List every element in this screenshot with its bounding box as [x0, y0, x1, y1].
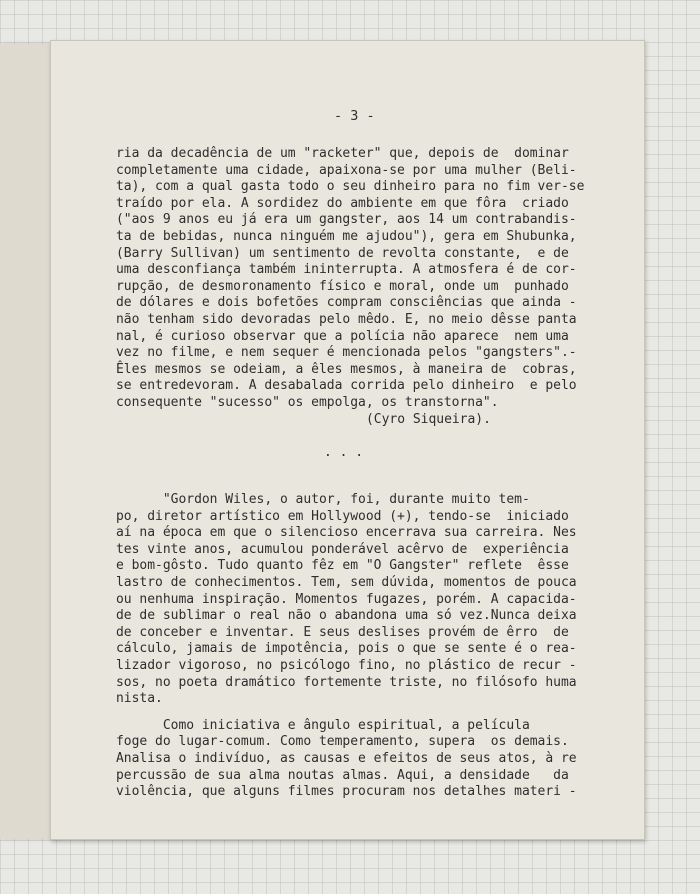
text-line: de dólares e dois bofetões compram consciências que ainda - [116, 295, 577, 311]
text-line: completamente uma cidade, apaixona-se por uma mulher (Beli- [116, 162, 577, 178]
text-line: ta de bebidas, nunca ninguém me ajudou"), gera em Shubunka, [116, 228, 577, 244]
text-line: consequente "sucesso" os empolga, os transtorna". [116, 394, 499, 410]
signature: (Cyro Siqueira). [366, 411, 491, 427]
text-line: uma desconfiança também ininterrupta. A atmosfera é de cor- [116, 262, 577, 278]
text-line: po, diretor artístico em Hollywood (+), tendo-se iniciado [116, 508, 569, 524]
text-line: percussão de sua alma noutas almas. Aqui, a densidade da [116, 767, 569, 783]
text-line: violência, que alguns filmes procuram nos detalhes materi - [116, 784, 577, 800]
text-line: "Gordon Wiles, o autor, foi, durante muito tem- [116, 492, 530, 508]
text-line: Como iniciativa e ângulo espiritual, a película [116, 717, 530, 733]
text-line: de conceber e inventar. E seus deslises provém de êrro de [116, 624, 569, 640]
text-line: Êles mesmos se odeiam, a êles mesmos, à maneira de cobras, [116, 361, 577, 377]
page-number: - 3 - [334, 108, 375, 124]
text-line: lastro de conhecimentos. Tem, sem dúvida, momentos de pouca [116, 575, 577, 591]
text-line: vez no filme, e nem sequer é mencionada pelos "gangsters".- [116, 345, 577, 361]
document-body [116, 146, 596, 801]
text-line: ("aos 9 anos eu já era um gangster, aos 14 um contrabandis- [116, 212, 577, 228]
text-line: ta), com a qual gasta todo o seu dinheiro para no fim ver-se [116, 179, 585, 195]
text-line: lizador vigoroso, no psicólogo fino, no plástico de recur - [116, 658, 577, 674]
text-line: não tenham sido devoradas pelo mêdo. E, no meio dêsse panta [116, 311, 577, 327]
text-line: rupção, de desmoronamento físico e moral, onde um punhado [116, 278, 569, 294]
text-line: ou nenhuma inspiração. Momentos fugazes, porém. A capacida- [116, 591, 577, 607]
paragraph-3 [116, 718, 596, 801]
text-line: ria da decadência de um "racketer" que, depois de dominar [116, 146, 569, 161]
text-line: aí na época em que o silencioso encerrava sua carreira. Nes [116, 525, 577, 541]
text-line: nal, é curioso observar que a polícia não aparece nem uma [116, 328, 569, 344]
text-line: e bom-gôsto. Tudo quanto fêz em "O Gangster" reflete êsse [116, 558, 569, 574]
text-line: (Barry Sullivan) um sentimento de revolta constante, e de [116, 245, 569, 261]
text-line: se entredevoram. A desabalada corrida pelo dinheiro e pelo [116, 378, 577, 394]
paragraph-1 [116, 146, 596, 428]
text-line: cálculo, jamais de impotência, pois o que se sente é o rea- [116, 641, 577, 657]
text-line: tes vinte anos, acumulou ponderável acêrvo de experiência [116, 541, 569, 557]
text-line: sos, no poeta dramático fortemente triste, no filósofo huma [116, 674, 577, 690]
text-line: traído por ela. A sordidez do ambiente em que fôra criado [116, 195, 569, 211]
section-separator: . . . [324, 445, 364, 461]
paragraph-2 [116, 492, 596, 708]
text-line: de de sublimar o real não o abandona uma só vez.Nunca deixa [116, 608, 577, 624]
text-line: foge do lugar-comum. Como temperamento, supera os demais. [116, 734, 569, 750]
text-line: nista. [116, 691, 163, 707]
text-line: Analisa o indivíduo, as causas e efeitos de seus atos, à re [116, 751, 577, 766]
